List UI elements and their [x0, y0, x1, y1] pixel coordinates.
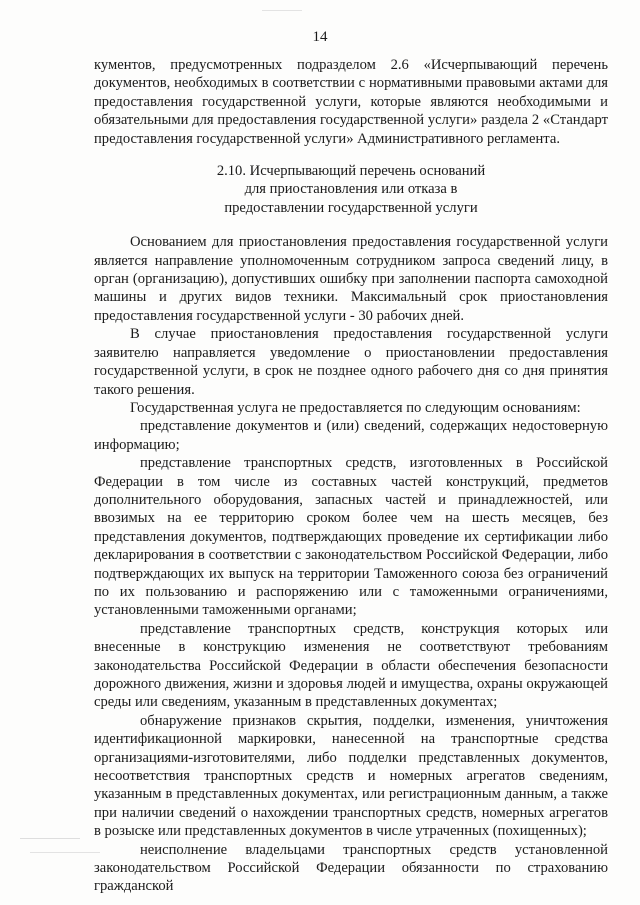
section-heading: [94, 162, 608, 217]
paragraph-suspension-notice: В случае приостановления предоставления государственной услуги заявителю направляется уведомление о приостановлении предоставления государственной услуги, в срок не позднее одного рабочего дня со дня принятия такого решения.: [94, 326, 608, 398]
section-heading-line-2: для приостановления или отказа в: [244, 181, 458, 198]
scan-noise: [20, 838, 80, 839]
refusal-ground-no-insurance: неисполнение владельцами транспортных средств установленной законодательством Российской Федерации обязанности по страхованию гражданской: [94, 841, 608, 895]
document-body: [94, 56, 608, 896]
scan-noise: [262, 10, 302, 11]
section-heading-line-1: 2.10. Исчерпывающий перечень оснований: [216, 163, 486, 180]
page-number: 14: [312, 29, 328, 45]
scan-noise: [30, 852, 100, 853]
refusal-ground-no-certification: представление транспортных средств, изготовленных в Российской Федерации в том числе из составных частей конструкций, предметов дополнительного оборудования, запасных частей и принадлежностей, или ввозимых на ее территорию сроком более чем на шесть месяцев, без представления документов, подтверждающих проведение их сертификации либо декларирования в соответствии с законодательством Российской Федерации, либо подтверждающих их выпуск на территории Таможенного союза без ограничений по их пользованию и распоряжению или с таможенными ограничениями, установленными таможенными органами;: [94, 455, 608, 619]
section-heading-line-3: предоставлении государственной услуги: [224, 199, 478, 216]
paragraph-suspension-grounds: Основанием для приостановления предоставления государственной услуги является направление уполномоченным сотрудником запроса сведений лицу, в орган (организацию), допустивших ошибку при заполнении паспорта самоходной машины и других видов техники. Максимальный срок приостановления предоставления государственной услуги - 30 рабочих дней.: [94, 234, 608, 324]
refusal-ground-nonconforming-design: представление транспортных средств, конструкция которых или внесенные в конструкцию изменения не соответствуют требованиям законодательства Российской Федерации в области обеспечения безопасности дорожного движения, жизни и здоровья людей и имущества, охраны окружающей среды или сведениям, указанным в представленных документах;: [94, 620, 608, 711]
intro-paragraph: кументов, предусмотренных подразделом 2.6 «Исчерпывающий перечень документов, необходимых в соответствии с нормативными правовыми актами для предоставления государственной услуги, которые являются необходимыми и обязательными для предоставления государственной услуги» раздела 2 «Стандарт предоставления государственной услуги» Административного регламента.: [94, 57, 608, 147]
refusal-ground-forged-marking: обнаружение признаков скрытия, подделки, изменения, уничтожения идентификационной маркировки, нанесенной на транспортные средства организациями-изготовителями, либо подделки представленных документов, несоответствия транспортных средств и номерных агрегатов сведениям, указанным в представленных документах, или регистрационным данным, а также при наличии сведений о нахождении транспортных средств, номерных агрегатов в розыске или представленных документов в числе утраченных (похищенных);: [94, 712, 608, 840]
refusal-ground-unreliable-info: представление документов и (или) сведений, содержащих недостоверную информацию;: [94, 418, 608, 453]
paragraph-refusal-grounds-intro: Государственная услуга не предоставляется по следующим основаниям:: [130, 399, 581, 416]
